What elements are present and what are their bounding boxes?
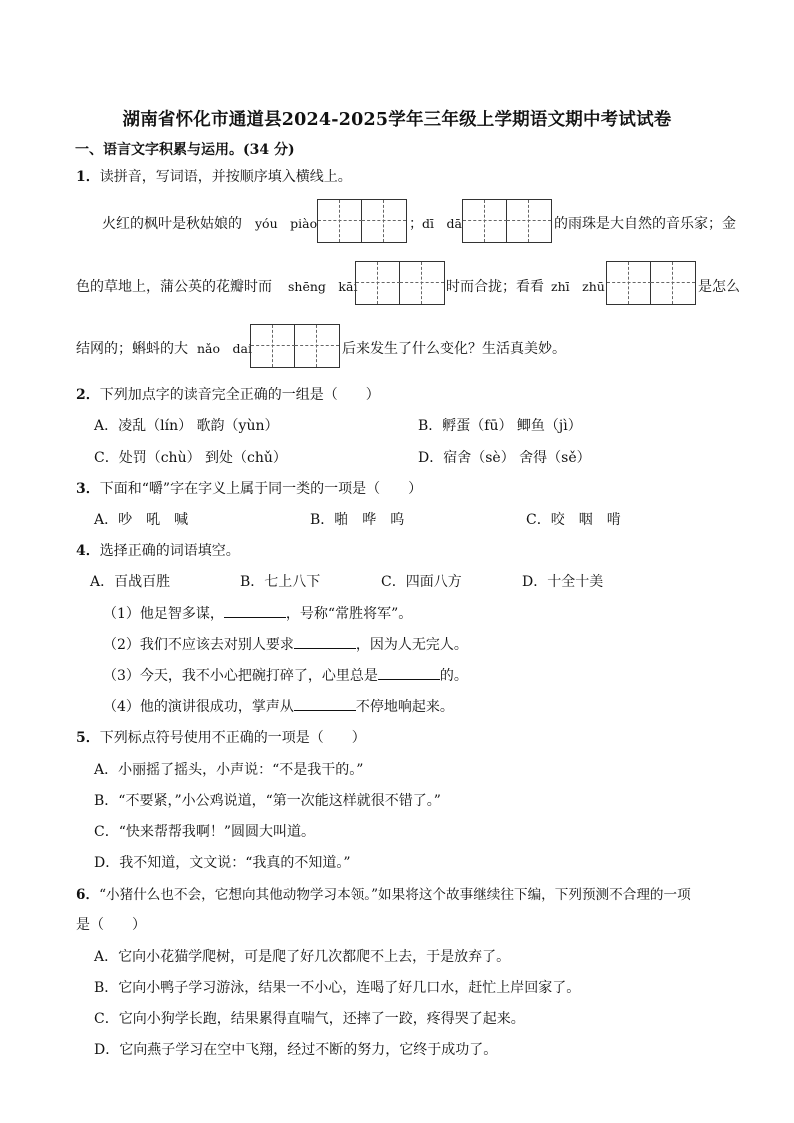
question-4-stem bbox=[76, 540, 240, 560]
q1-line2-c: 是怎么 bbox=[698, 279, 740, 295]
question-number: 3． bbox=[76, 481, 100, 497]
writing-grid-3[interactable] bbox=[355, 261, 445, 305]
q6-option-b[interactable]: B．它向小鸭子学习游泳，结果一不小心，连喝了好几口水，赶忙上岸回家了。 bbox=[94, 980, 581, 996]
q1-line1-b: ； bbox=[409, 216, 423, 232]
question-number: 4． bbox=[76, 543, 100, 559]
q2-option-a[interactable]: A．凌乱（lín） 歌韵（yùn） bbox=[94, 418, 279, 434]
q4-choice-a: A．百战百胜 bbox=[90, 574, 171, 590]
q1-line1-c: 的雨珠是大自然的音乐家；金 bbox=[554, 216, 736, 232]
sentence-text: ，因为人无完人。 bbox=[355, 637, 468, 653]
question-5-stem bbox=[76, 727, 366, 747]
q1-line1-a: 火红的枫叶是秋姑娘的 bbox=[102, 216, 242, 232]
writing-grid-4[interactable] bbox=[606, 261, 696, 305]
answer-blank[interactable] bbox=[224, 603, 286, 618]
question-number: 5． bbox=[76, 730, 100, 746]
question-3-stem bbox=[76, 478, 422, 498]
pinyin-youpiao: yóu piào bbox=[255, 216, 318, 231]
question-6-stem-cont: 是（ ） bbox=[76, 917, 146, 933]
question-text: 下面和“嚼”字在字义上属于同一类的一项是（ ） bbox=[99, 481, 423, 497]
sentence-text: （4）他的演讲很成功，掌声从 bbox=[103, 699, 294, 715]
q1-line3-b: 后来发生了什么变化？生活真美妙。 bbox=[342, 341, 566, 357]
sentence-text: 的。 bbox=[439, 668, 468, 684]
question-number: 6． bbox=[76, 887, 100, 903]
q6-option-d[interactable]: D．它向燕子学习在空中飞翔，经过不断的努力，它终于成功了。 bbox=[94, 1042, 498, 1058]
pinyin-shengkai: shēng kāi bbox=[288, 279, 358, 294]
question-text: 下列标点符号使用不正确的一项是（ ） bbox=[99, 730, 366, 746]
q4-sentence-3 bbox=[103, 665, 468, 685]
q4-sentence-4 bbox=[103, 696, 454, 716]
q4-sentence-1 bbox=[103, 603, 412, 623]
q4-choice-c: C．四面八方 bbox=[381, 574, 462, 590]
sentence-text: （3）今天，我不小心把碗打碎了，心里总是 bbox=[103, 668, 378, 684]
q5-option-a[interactable]: A．小丽摇了摇头，小声说：“不是我干的。” bbox=[94, 762, 364, 778]
q4-sentence-2 bbox=[103, 634, 468, 654]
q4-choice-b: B．七上八下 bbox=[240, 574, 321, 590]
answer-blank[interactable] bbox=[294, 634, 356, 649]
section-heading: 一、语言文字积累与运用。(34 分) bbox=[75, 142, 295, 158]
sentence-text: 不停地响起来。 bbox=[355, 699, 454, 715]
sentence-text: ，号称“常胜将军”。 bbox=[285, 606, 413, 622]
answer-blank[interactable] bbox=[294, 696, 356, 711]
answer-blank[interactable] bbox=[378, 665, 440, 680]
question-6-stem bbox=[76, 883, 691, 903]
pinyin-naodai: nǎo dai bbox=[197, 341, 252, 356]
writing-grid-2[interactable] bbox=[462, 199, 552, 243]
sentence-text: （2）我们不应该去对别人要求 bbox=[103, 637, 294, 653]
q5-option-d[interactable]: D．我不知道，文文说：“我真的不知道。” bbox=[94, 855, 351, 871]
question-text: 选择正确的词语填空。 bbox=[99, 543, 240, 559]
q5-option-c[interactable]: C．“快来帮帮我啊！”圆圆大叫道。 bbox=[94, 824, 316, 840]
question-number: 1． bbox=[76, 169, 100, 185]
question-1-stem bbox=[76, 166, 352, 186]
q6-option-c[interactable]: C．它向小狗学长跑，结果累得直喘气，还摔了一跤，疼得哭了起来。 bbox=[94, 1011, 525, 1027]
question-number: 2． bbox=[76, 387, 100, 403]
q3-option-a[interactable]: A．吵 吼 喊 bbox=[94, 512, 189, 528]
pinyin-dida: dī dā bbox=[422, 216, 462, 231]
q1-line3-a: 结网的；蝌蚪的大 bbox=[76, 341, 188, 357]
writing-grid-1[interactable] bbox=[317, 199, 407, 243]
writing-grid-5[interactable] bbox=[250, 324, 340, 368]
q2-option-b[interactable]: B．孵蛋（fū） 鲫鱼（jì） bbox=[418, 418, 582, 434]
q5-option-b[interactable]: B．“不要紧，”小公鸡说道，“第一次能这样就很不错了。” bbox=[94, 793, 441, 809]
pinyin-zhizhu: zhī zhū bbox=[551, 279, 605, 294]
question-text: 下列加点字的读音完全正确的一组是（ ） bbox=[99, 387, 380, 403]
q1-line2-b: 时而合拢；看看 bbox=[446, 279, 544, 295]
q3-option-c[interactable]: C．咬 咽 啃 bbox=[526, 512, 621, 528]
q1-line2-a: 色的草地上，蒲公英的花瓣时而 bbox=[76, 279, 272, 295]
exam-title: 湖南省怀化市通道县2024-2025学年三年级上学期语文期中考试试卷 bbox=[122, 110, 672, 130]
q2-option-c[interactable]: C．处罚（chù） 到处（chǔ） bbox=[94, 450, 287, 466]
sentence-text: （1）他足智多谋， bbox=[103, 606, 224, 622]
question-text: “小猪什么也不会，它想向其他动物学习本领。”如果将这个故事继续往下编，下列预测不合理的一项 bbox=[99, 887, 691, 903]
q6-option-a[interactable]: A．它向小花猫学爬树，可是爬了好几次都爬不上去，于是放弃了。 bbox=[94, 949, 511, 965]
q3-option-b[interactable]: B．啪 哗 呜 bbox=[310, 512, 405, 528]
question-2-stem bbox=[76, 384, 380, 404]
q4-choice-d: D．十全十美 bbox=[522, 574, 604, 590]
q2-option-d[interactable]: D．宿舍（sè） 舍得（sě） bbox=[418, 450, 591, 466]
question-text: 读拼音，写词语，并按顺序填入横线上。 bbox=[99, 169, 352, 185]
